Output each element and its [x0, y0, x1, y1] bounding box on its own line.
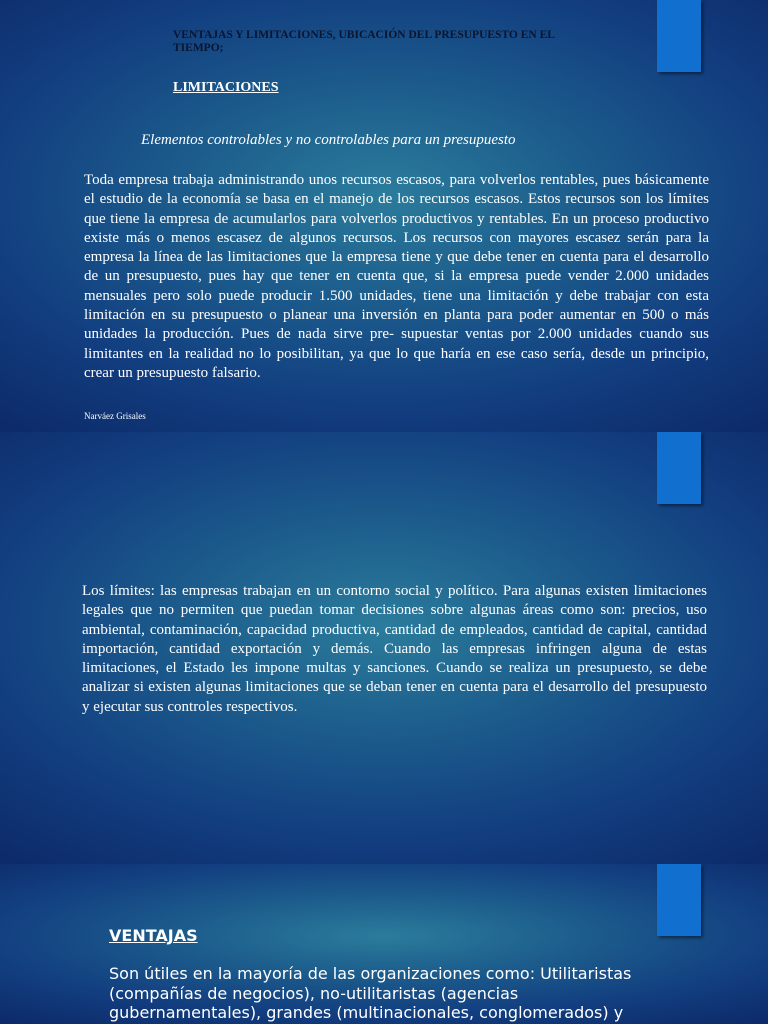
- accent-tab: [657, 432, 701, 504]
- slide-limites: [0, 432, 768, 864]
- slide-ventajas: [0, 864, 768, 1024]
- document-header: VENTAJAS Y LIMITACIONES, UBICACIÓN DEL PRESUPUESTO EN EL TIEMPO;: [173, 29, 555, 54]
- accent-tab: [657, 0, 701, 72]
- section-heading-ventajas: VENTAJAS: [109, 926, 198, 945]
- accent-tab: [657, 864, 701, 936]
- italic-subtitle: Elementos controlables y no controlables para un presupuesto: [141, 132, 516, 148]
- slide-limitaciones: [0, 0, 768, 432]
- section-heading-limitaciones: LIMITACIONES: [173, 80, 279, 95]
- paragraph-limites: Los límites: las empresas trabajan en un contorno social y político. Para algunas existen limitaciones legales que no permiten que puedan tomar decisiones sobre algunas áreas como son: precios, uso ambiental, contaminación, capacidad productiva, cantidad de empleados, cantidad de capital, cantidad importación, cantidad exportación y demás. Cuando las empresas infringen alguna de estas limitaciones, el Estado les impone multas y sanciones. Cuando se realiza un presupuesto, se debe analizar si existen algunas limitaciones que se deban tener en cuenta para el desarrollo del presupuesto y ejecutar sus controles respectivos.: [82, 583, 707, 715]
- paragraph-ventajas: Son útiles en la mayoría de las organizaciones como: Utilitaristas (compañías de negocios), no-utilitaristas (agencias gubernamentales), grandes (multinacionales, conglomerados) y: [109, 964, 632, 1022]
- paragraph-recursos: Toda empresa trabaja administrando unos recursos escasos, para volverlos rentables, pues básicamente el estudio de la economía se basa en el manejo de los recursos escasos. Estos recursos son los límites que tiene la empresa de acumularlos para volverlos productivos y rentables. En un proceso productivo existe más o menos escasez de algunos recursos. Los recursos con mayores escasez serán para la empresa la línea de las limitaciones que la empresa tiene y que debe tener en cuenta para el desarrollo de un presupuesto, pues hay que tener en cuenta que, si la empresa puede vender 2.000 unidades mensuales pero solo puede producir 1.500 unidades, tiene una limitación y debe trabajar con esta limitación en su presupuesto o planear una inversión en planta para poder aumentar en 500 o más unidades la producción. Pues de nada sirve pre- supuestar ventas por 2.000 unidades cuando sus limitantes en la realidad no lo posibilitan, ya que lo que haría en ese caso sería, desde un principio, crear un presupuesto falsario.: [84, 172, 709, 381]
- citation: Narváez Grisales: [84, 411, 146, 421]
